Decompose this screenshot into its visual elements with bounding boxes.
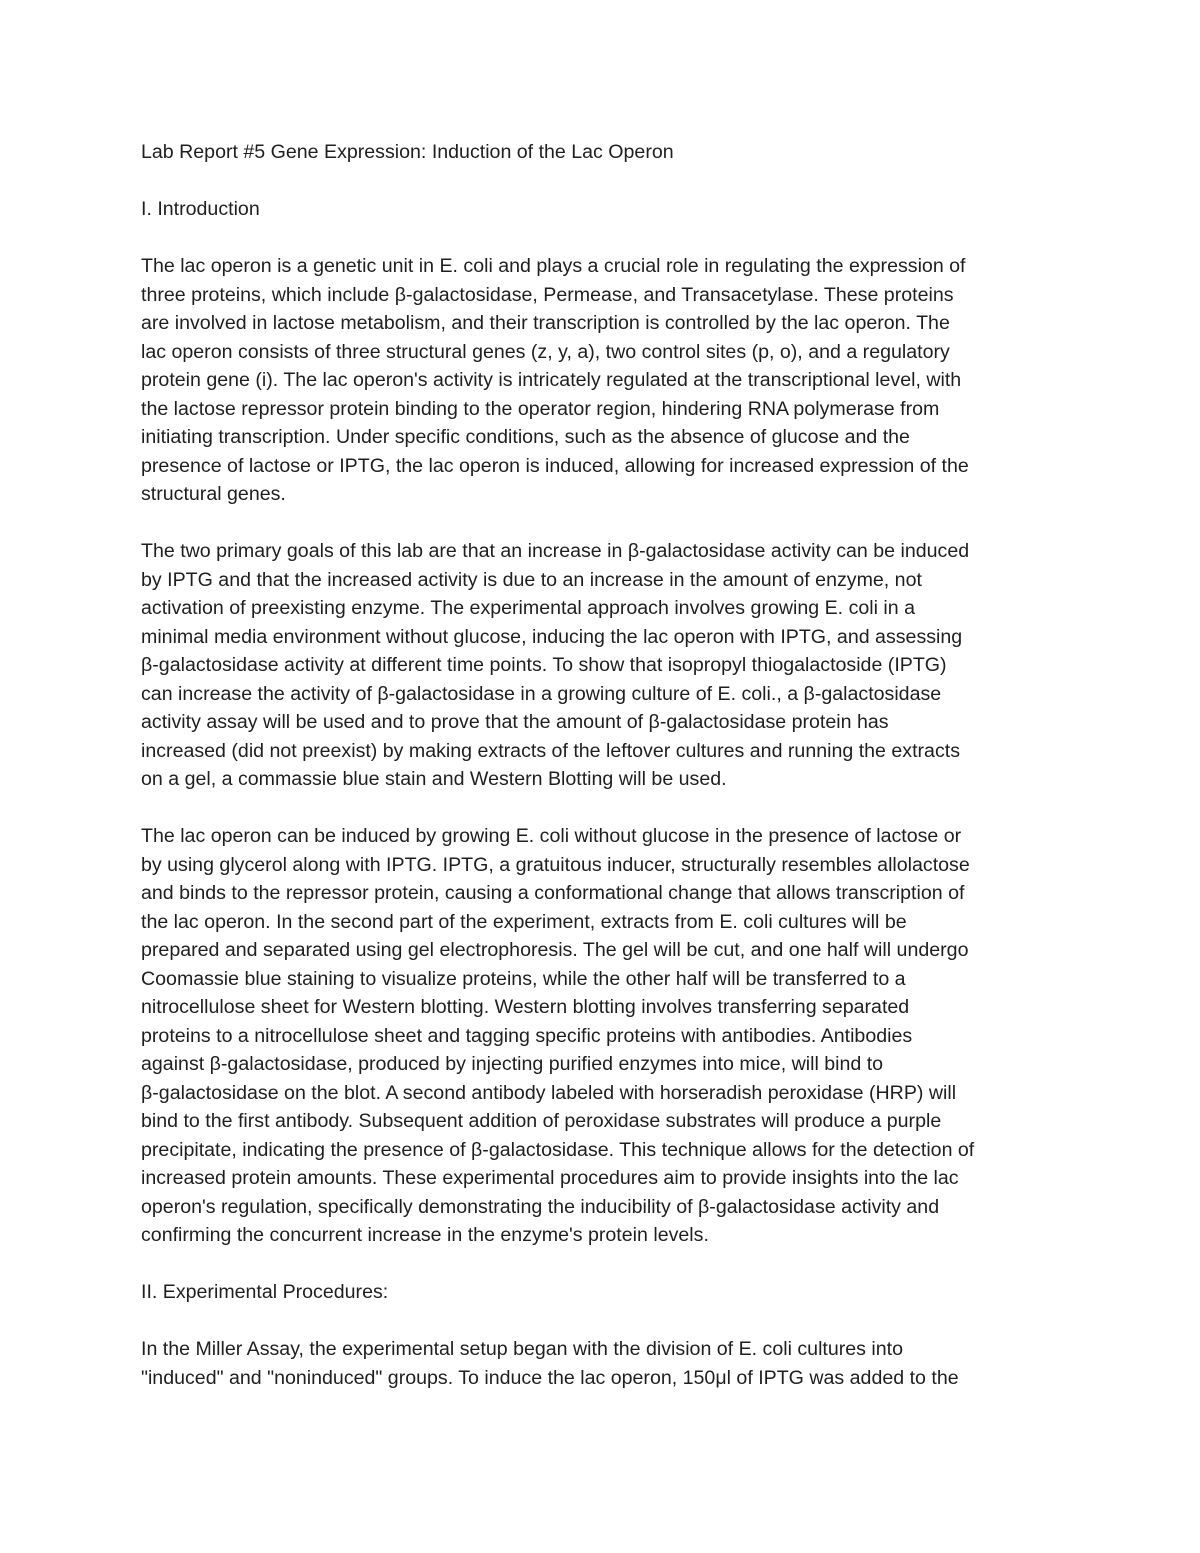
text-line: against β-galactosidase, produced by injecting purified enzymes into mice, will bind to [141,1053,884,1075]
text-line: activation of preexisting enzyme. The experimental approach involves growing E. coli in a [141,597,916,619]
text-line: on a gel, a commassie blue stain and Western Blotting will be used. [141,768,727,790]
text-line: The lac operon can be induced by growing E. coli without glucose in the presence of lactose or [141,825,962,847]
text-line: The lac operon is a genetic unit in E. coli and plays a crucial role in regulating the expression of [141,255,966,277]
text-line: confirming the concurrent increase in the enzyme's protein levels. [141,1224,709,1246]
section-heading-introduction: I. Introduction [141,198,260,220]
introduction-paragraph-3 [141,822,1066,1250]
text-line: prepared and separated using gel electrophoresis. The gel will be cut, and one half will undergo [141,939,969,961]
text-line: protein gene (i). The lac operon's activity is intricately regulated at the transcriptional level, with [141,369,962,391]
text-line: "induced" and "noninduced" groups. To induce the lac operon, 150μl of IPTG was added to the [141,1366,959,1389]
text-line: operon's regulation, specifically demonstrating the inducibility of β-galactosidase activity and [141,1195,940,1218]
text-line: proteins to a nitrocellulose sheet and tagging specific proteins with antibodies. Antibodies [141,1024,913,1047]
text-line: lac operon consists of three structural genes (z, y, a), two control sites (p, o), and a regulatory [141,340,950,363]
text-line: increased protein amounts. These experimental procedures aim to provide insights into the lac [141,1167,959,1189]
text-line: and binds to the repressor protein, causing a conformational change that allows transcription of [141,882,965,904]
introduction-paragraph-1 [141,252,1066,509]
document-title: Lab Report #5 Gene Expression: Induction of the Lac Operon [141,141,674,163]
text-line: the lactose repressor protein binding to the operator region, hindering RNA polymerase from [141,397,940,420]
text-line: increased (did not preexist) by making extracts of the leftover cultures and running the extracts [141,739,960,762]
text-line: The two primary goals of this lab are that an increase in β-galactosidase activity can be induced [141,540,970,562]
text-line: by IPTG and that the increased activity is due to an increase in the amount of enzyme, not [141,568,922,591]
section-heading-procedures: II. Experimental Procedures: [141,1281,389,1303]
text-line: the lac operon. In the second part of the experiment, extracts from E. coli cultures will be [141,910,907,933]
text-line: precipitate, indicating the presence of β-galactosidase. This technique allows for the detection of [141,1138,975,1161]
text-line: by using glycerol along with IPTG. IPTG, a gratuitous inducer, structurally resembles allolactose [141,853,970,876]
text-line: activity assay will be used and to prove that the amount of β-galactosidase protein has [141,711,889,733]
text-line: can increase the activity of β-galactosidase in a growing culture of E. coli., a β-galactosidase [141,682,942,705]
text-line: are involved in lactose metabolism, and their transcription is controlled by the lac operon. The [141,312,950,334]
text-line: initiating transcription. Under specific conditions, such as the absence of glucose and the [141,426,910,448]
text-line: three proteins, which include β-galactosidase, Permease, and Transacetylase. These proteins [141,283,954,306]
text-line: β-galactosidase on the blot. A second antibody labeled with horseradish peroxidase (HRP) will [141,1081,957,1104]
document-body [141,138,1066,1392]
text-line: structural genes. [141,483,286,505]
text-line: β-galactosidase activity at different time points. To show that isopropyl thiogalactoside (IPTG) [141,654,947,676]
introduction-paragraph-2 [141,537,1066,794]
text-line: Coomassie blue staining to visualize proteins, while the other half will be transferred to a [141,967,906,990]
text-line: presence of lactose or IPTG, the lac operon is induced, allowing for increased expression of the [141,454,969,477]
procedures-paragraph-1 [141,1335,1066,1392]
text-line: bind to the first antibody. Subsequent addition of peroxidase substrates will produce a purple [141,1110,942,1132]
text-line: In the Miller Assay, the experimental setup began with the division of E. coli cultures into [141,1338,904,1360]
text-line: minimal media environment without glucose, inducing the lac operon with IPTG, and assessing [141,625,963,648]
text-line: nitrocellulose sheet for Western blotting. Western blotting involves transferring separated [141,996,910,1018]
